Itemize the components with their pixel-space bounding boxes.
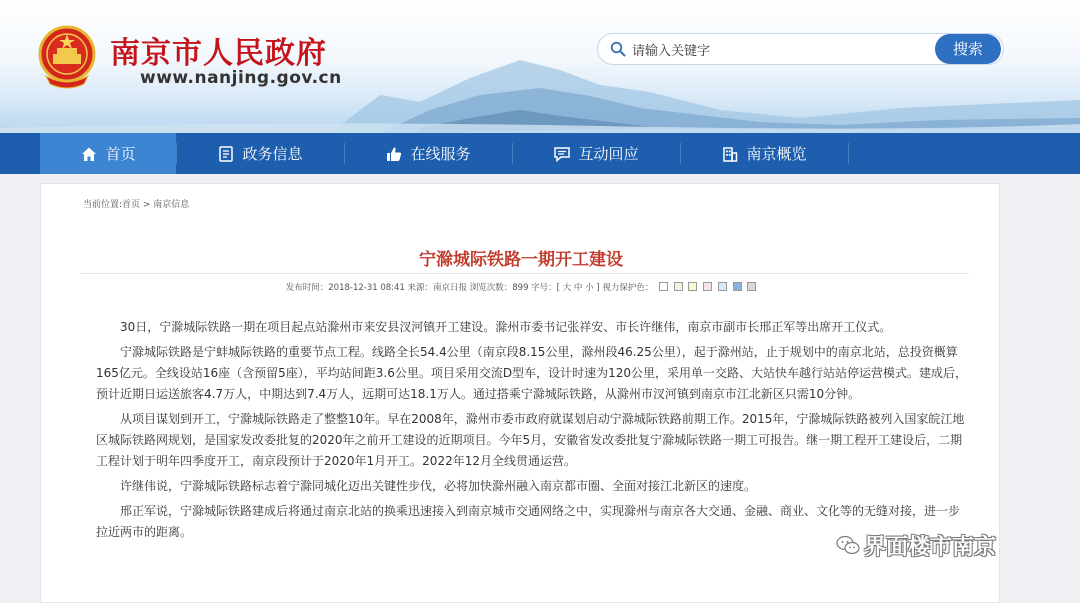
article-title: 宁滁城际铁路一期开工建设 — [419, 250, 623, 270]
chat-icon — [553, 145, 571, 163]
site-url[interactable]: www.nanjing.gov.cn — [140, 68, 342, 88]
building-icon — [721, 145, 739, 163]
protect-color-swatch[interactable] — [674, 282, 683, 291]
site-title[interactable]: 南京市人民政府 — [110, 36, 327, 71]
watermark-text: 界面楼市南京 — [864, 534, 997, 560]
article-paragraph: 宁滁城际铁路是宁蚌城际铁路的重要节点工程。线路全长54.4公里（南京段8.15公里，滁州段46.25公里），起于滁州站，止于规划中的南京北站，总投资概算165亿元。全线设站16座（含预留5座），平均站间距3.6公里。项目采用交流D型车，设计时速为120公里，采用单一交路、大站快车越行站站停运营模式。建成后，预计近期日运送旅客4.7万人，中期达到7.4万人，远期可达18.1万人。通过搭乘宁滁城际铁路，从滁州市汊河镇到南京市江北新区只需10分钟。 — [96, 345, 968, 401]
nav-item-label: 首页 — [105, 145, 136, 163]
home-icon — [80, 145, 98, 163]
nav-item-government-info[interactable] — [176, 133, 344, 174]
article-paragraph: 从项目谋划到开工，宁滁城际铁路走了整整10年。早在2008年，滁州市委市政府就谋划启动宁滁城际铁路前期工作。2015年，宁滁城际铁路被列入国家皖江地区城际铁路网规划，是国家发改委批复的2020年之前开工建设的近期项目。今年5月，安徽省发改委批复宁滁城际铁路一期工可报告。继一期工程开工建设后，二期工程计划于明年四季度开工，南京段预计于2020年1月开工。2022年12月全线贯通运营。 — [96, 412, 965, 468]
nav-item-online-services[interactable] — [344, 133, 512, 174]
article-paragraph: 许继伟说，宁滁城际铁路标志着宁滁同城化迈出关键性步伐，必将加快滁州融入南京都市圈、全面对接江北新区的速度。 — [120, 479, 757, 493]
protect-color-swatch[interactable] — [703, 282, 712, 291]
breadcrumb[interactable]: 当前位置:首页 > 南京信息 — [83, 200, 190, 210]
protect-color-swatch[interactable] — [718, 282, 727, 291]
wechat-icon — [836, 534, 860, 556]
article-paragraph: 邢正军说，宁滁城际铁路建成后将通过南京北站的换乘迅速接入到南京城市交通网络之中，实现滁州与南京各大交通、金融、商业、文化等的无缝对接，进一步拉近两市的距离。 — [96, 504, 961, 539]
document-icon — [217, 145, 235, 163]
protect-color-swatch[interactable] — [659, 282, 668, 291]
search-icon — [610, 41, 626, 57]
national-emblem-icon — [38, 24, 96, 90]
article-body — [96, 317, 968, 547]
nav-item-label: 南京概览 — [746, 145, 807, 163]
nav-divider — [848, 143, 849, 164]
protect-color-swatch[interactable] — [747, 282, 756, 291]
protect-color-swatch[interactable] — [688, 282, 697, 291]
nav-item-nanjing-overview[interactable] — [680, 133, 848, 174]
meta-text: 发布时间：2018-12-31 08:41 来源：南京日报 浏览次数：899 字号：[ 大 中 小 ] 视力保护色： — [285, 283, 654, 293]
search-button[interactable]: 搜索 — [935, 34, 1001, 64]
protect-color-swatch[interactable] — [733, 282, 742, 291]
thumbs-up-icon — [385, 145, 403, 163]
nav-item-label: 在线服务 — [410, 145, 471, 163]
nav-item-label: 政务信息 — [242, 145, 303, 163]
nav-item-interaction[interactable] — [512, 133, 680, 174]
nav-item-label: 互动回应 — [578, 145, 639, 163]
article-paragraph: 30日，宁滁城际铁路一期在项目起点站滁州市来安县汊河镇开工建设。滁州市委书记张祥安、市长许继伟，南京市副市长邢正军等出席开工仪式。 — [120, 320, 892, 334]
site-header — [0, 0, 1080, 133]
article-meta — [41, 281, 1001, 293]
search-input[interactable] — [632, 39, 922, 59]
watermark — [836, 530, 996, 560]
title-divider — [81, 273, 969, 274]
main-nav — [0, 133, 1080, 174]
nav-item-home[interactable] — [40, 133, 176, 174]
